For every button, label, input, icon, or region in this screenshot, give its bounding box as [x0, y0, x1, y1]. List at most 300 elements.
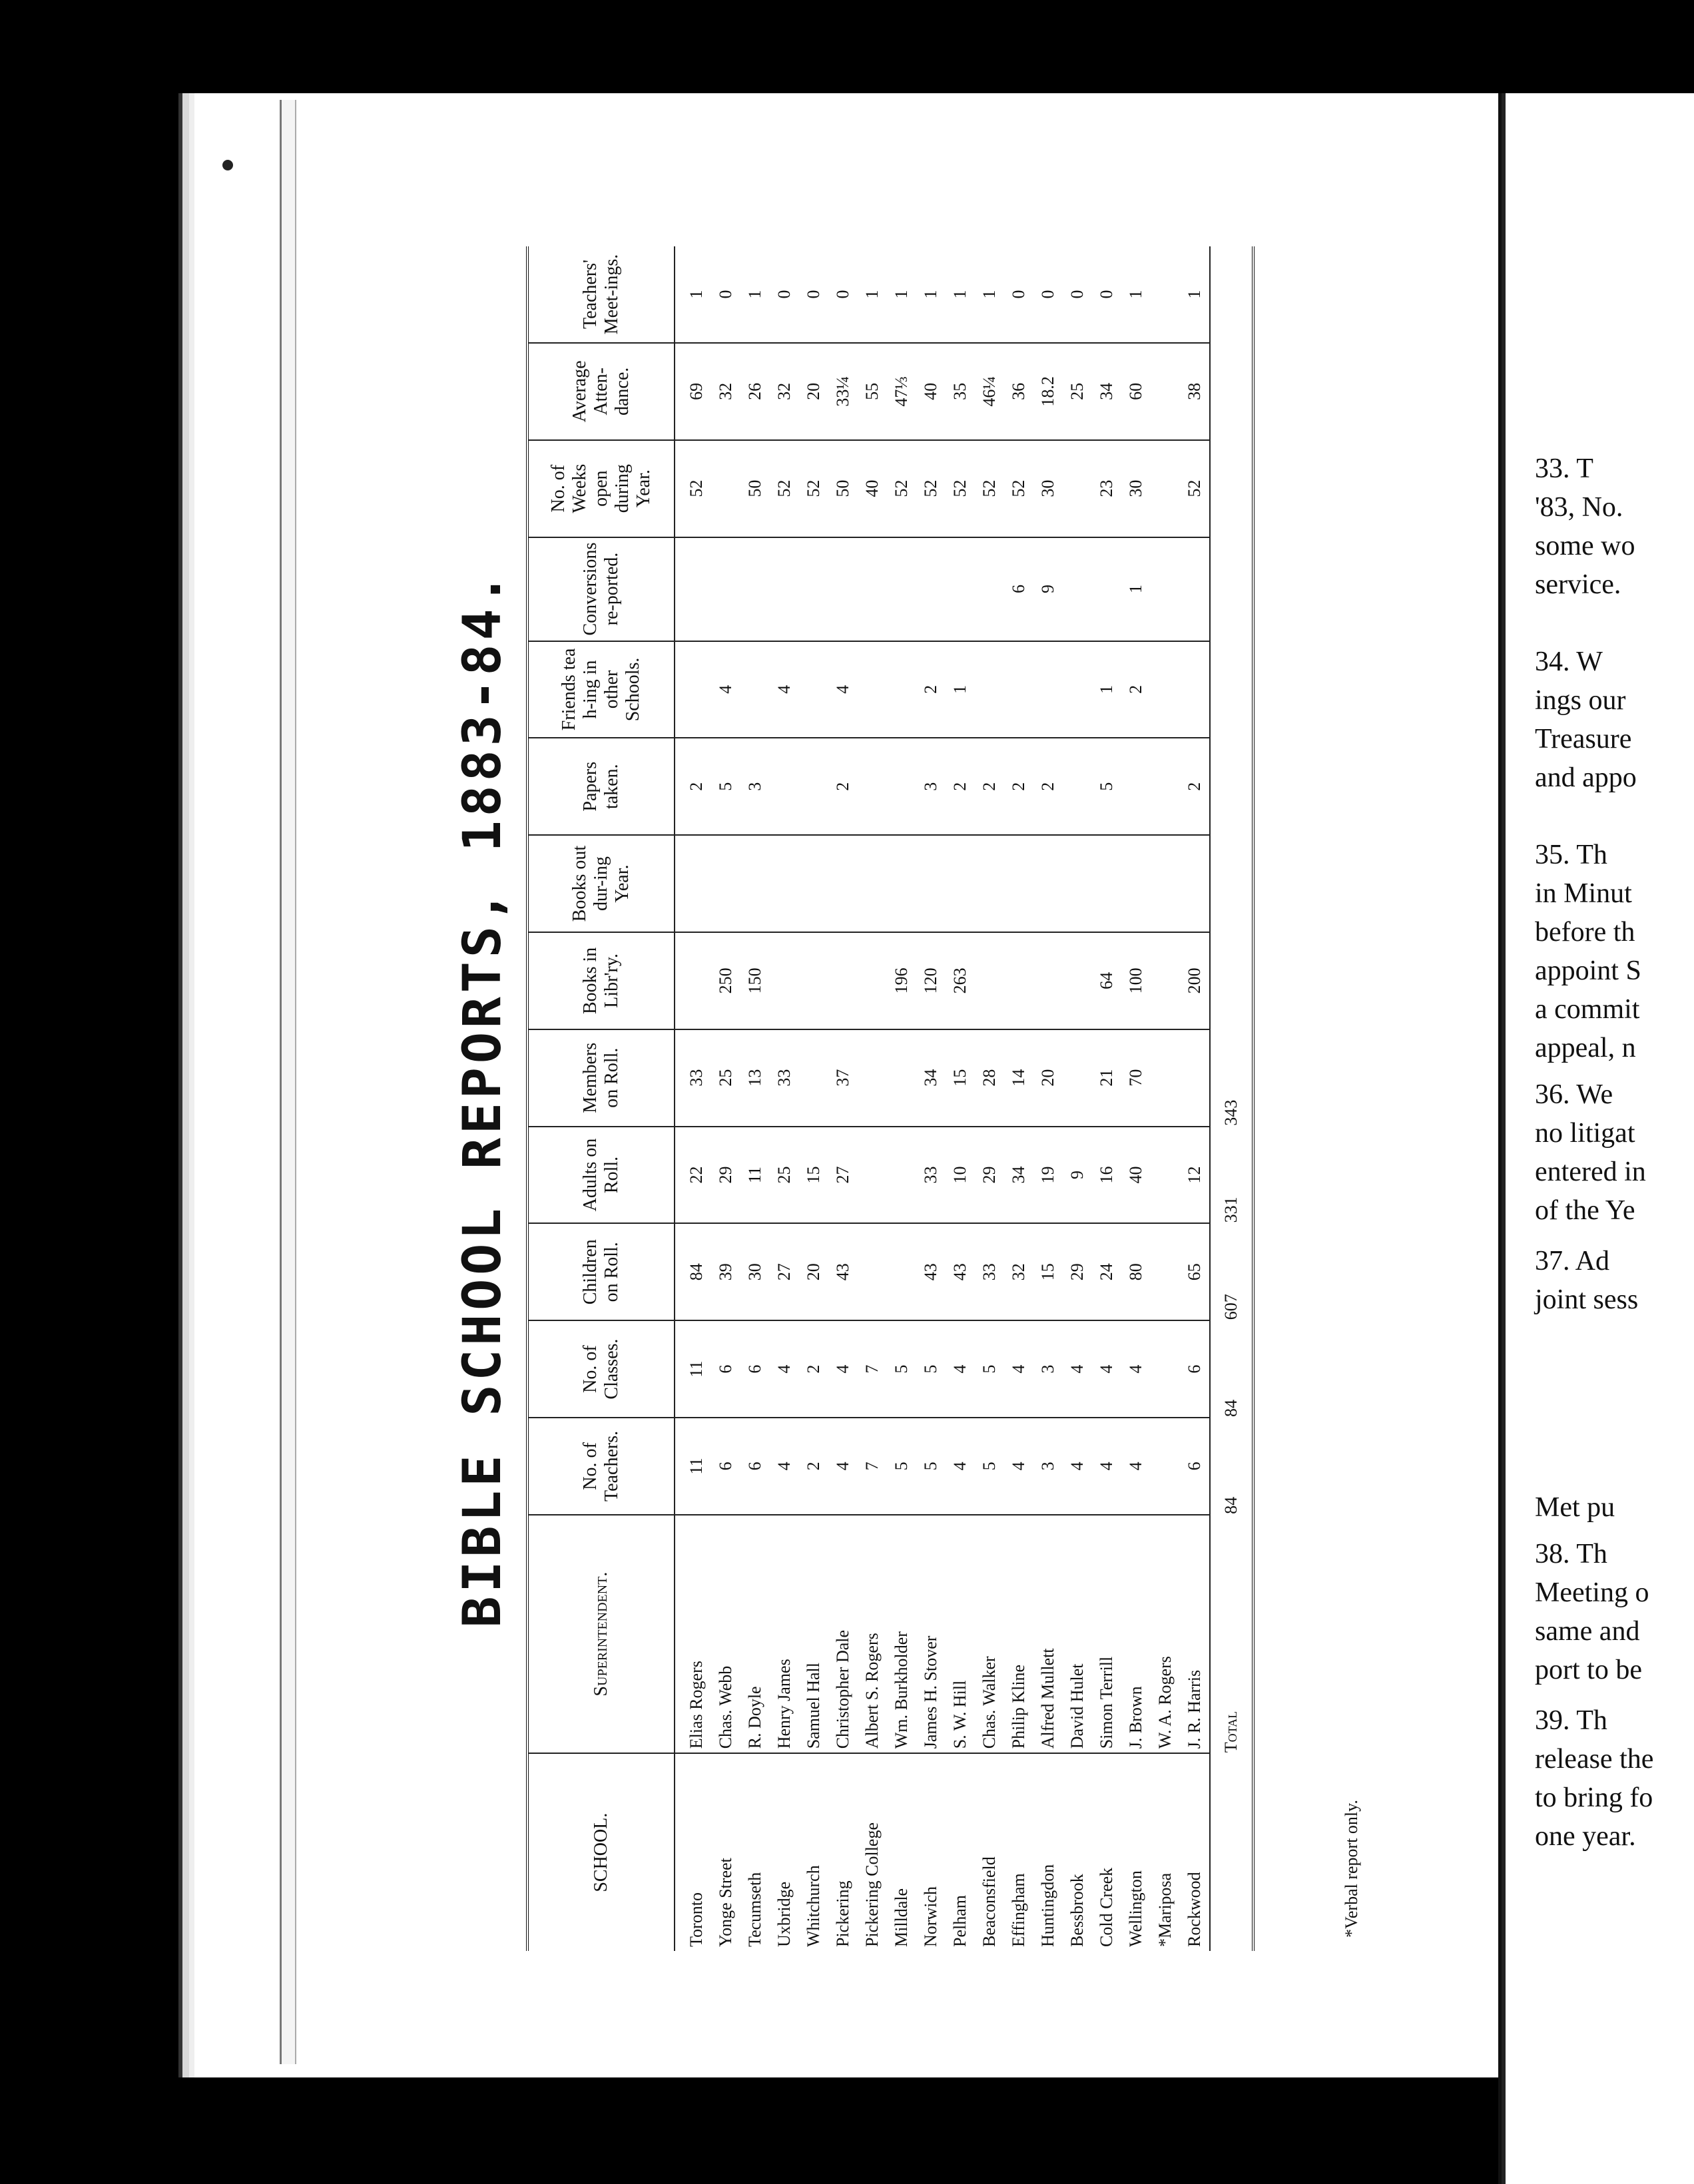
total-members: 343	[1210, 1029, 1253, 1127]
cell-conversions	[799, 537, 828, 641]
cell-weeks: 52	[1004, 440, 1033, 537]
school-name: Norwich	[921, 1886, 940, 1947]
cell-members: 21	[1092, 1029, 1121, 1127]
table-row	[946, 246, 975, 1951]
cell-classes	[1151, 1320, 1180, 1418]
cell-teachers: 5	[887, 1418, 916, 1515]
right-page-line: service.	[1535, 569, 1621, 600]
cell-weeks: 52	[1180, 440, 1210, 537]
cell-classes: 6	[1180, 1320, 1210, 1418]
table-row	[975, 246, 1004, 1951]
table-row	[1121, 246, 1151, 1951]
report-table-frame	[426, 220, 1385, 1978]
cell-books-out	[1180, 835, 1210, 932]
cell-classes: 4	[770, 1320, 799, 1418]
cell-books-out	[916, 835, 946, 932]
cell-classes: 3	[1033, 1320, 1063, 1418]
superintendent-name: James H. Stover	[916, 1515, 946, 1753]
cell-conversions: 1	[1121, 537, 1151, 641]
school-name: Cold Creek	[1097, 1867, 1116, 1947]
cell-books	[799, 932, 828, 1029]
table-row	[770, 246, 799, 1951]
cell-weeks: 30	[1033, 440, 1063, 537]
school-name: Rockwood	[1185, 1872, 1204, 1947]
cell-papers: 2	[1004, 738, 1033, 835]
col-header-school: SCHOOL.	[527, 1753, 675, 1951]
cell-papers	[858, 738, 887, 835]
superintendent-name: Wm. Burkholder	[887, 1515, 916, 1753]
superintendent-name: S. W. Hill	[946, 1515, 975, 1753]
col-header-papers: Papers taken.	[527, 738, 675, 835]
school-name: *Mariposa	[1155, 1872, 1175, 1947]
cell-papers: 2	[1033, 738, 1063, 835]
cell-weeks: 52	[887, 440, 916, 537]
right-page-line: in Minut	[1535, 878, 1632, 909]
cell-adults: 27	[828, 1127, 858, 1224]
superintendent-name: J. R. Harris	[1180, 1515, 1210, 1753]
col-header-friends: Friends tea h-ing in other Schools.	[527, 641, 675, 738]
cell-books-out	[675, 835, 711, 932]
cell-books	[770, 932, 799, 1029]
cell-books-out	[711, 835, 740, 932]
table-row	[1004, 246, 1033, 1951]
col-header-conversions: Conversions re-ported.	[527, 537, 675, 641]
cell-members: 70	[1121, 1029, 1151, 1127]
cell-weeks: 52	[975, 440, 1004, 537]
cell-books-out	[740, 835, 770, 932]
total-adults: 331	[1210, 1127, 1253, 1224]
cell-teachers: 4	[946, 1418, 975, 1515]
cell-members: 25	[711, 1029, 740, 1127]
cell-teachers: 6	[1180, 1418, 1210, 1515]
right-page-line: appeal, n	[1535, 1033, 1636, 1063]
cell-friends: 2	[916, 641, 946, 738]
cell-adults: 40	[1121, 1127, 1151, 1224]
cell-classes: 6	[740, 1320, 770, 1418]
cell-meetings: 1	[946, 246, 975, 343]
total-children: 607	[1210, 1223, 1253, 1320]
cell-conversions	[828, 537, 858, 641]
total-empty	[1210, 835, 1253, 932]
superintendent-name: Henry James	[770, 1515, 799, 1753]
cell-attendance: 36	[1004, 343, 1033, 440]
right-page-line: to bring fo	[1535, 1782, 1653, 1813]
right-page-line: appoint S	[1535, 956, 1641, 986]
right-page-line: 36. We	[1535, 1079, 1613, 1110]
cell-papers: 5	[1092, 738, 1121, 835]
cell-meetings: 1	[1121, 246, 1151, 343]
cell-children: 15	[1033, 1223, 1063, 1320]
cell-children	[858, 1223, 887, 1320]
cell-papers: 3	[916, 738, 946, 835]
superintendent-name: Albert S. Rogers	[858, 1515, 887, 1753]
report-title: BIBLE SCHOOL REPORTS, 1883-84.	[453, 569, 513, 1628]
cell-books-out	[1121, 835, 1151, 932]
cell-attendance: 35	[946, 343, 975, 440]
cell-books-out	[887, 835, 916, 932]
cell-children: 39	[711, 1223, 740, 1320]
cell-attendance: 60	[1121, 343, 1151, 440]
cell-papers: 3	[740, 738, 770, 835]
cell-conversions	[1180, 537, 1210, 641]
superintendent-name: R. Doyle	[740, 1515, 770, 1753]
cell-members: 37	[828, 1029, 858, 1127]
right-page-line: before th	[1535, 917, 1635, 948]
cell-friends	[675, 641, 711, 738]
right-page-line: entered in	[1535, 1157, 1646, 1187]
table-row	[799, 246, 828, 1951]
cell-meetings: 1	[916, 246, 946, 343]
cell-teachers	[1151, 1418, 1180, 1515]
cell-members: 33	[675, 1029, 711, 1127]
cell-children: 29	[1063, 1223, 1092, 1320]
cell-teachers: 4	[1063, 1418, 1092, 1515]
cell-children: 84	[675, 1223, 711, 1320]
cell-weeks	[711, 440, 740, 537]
cell-classes: 4	[1063, 1320, 1092, 1418]
right-page-line: port to be	[1535, 1655, 1642, 1685]
cell-attendance: 69	[675, 343, 711, 440]
cell-classes: 7	[858, 1320, 887, 1418]
total-empty	[1210, 537, 1253, 641]
total-classes: 84	[1210, 1320, 1253, 1418]
cell-books-out	[1151, 835, 1180, 932]
cell-children: 30	[740, 1223, 770, 1320]
cell-books	[675, 932, 711, 1029]
cell-classes: 5	[916, 1320, 946, 1418]
cell-conversions	[675, 537, 711, 641]
cell-friends	[858, 641, 887, 738]
cell-papers: 2	[828, 738, 858, 835]
cell-classes: 4	[1121, 1320, 1151, 1418]
cell-adults	[887, 1127, 916, 1224]
school-name: Beaconsfield	[980, 1856, 999, 1947]
cell-adults: 11	[740, 1127, 770, 1224]
binding-hole-mark	[222, 160, 233, 170]
cell-teachers: 5	[916, 1418, 946, 1515]
cell-weeks: 52	[770, 440, 799, 537]
right-page-line: joint sess	[1535, 1284, 1639, 1315]
cell-friends	[1004, 641, 1033, 738]
superintendent-name: Samuel Hall	[799, 1515, 828, 1753]
cell-members: 28	[975, 1029, 1004, 1127]
school-name: Bessbrook	[1067, 1874, 1087, 1947]
cell-teachers: 11	[675, 1418, 711, 1515]
right-page-line: one year.	[1535, 1821, 1636, 1852]
cell-conversions: 9	[1033, 537, 1063, 641]
superintendent-name: J. Brown	[1121, 1515, 1151, 1753]
cell-children	[887, 1223, 916, 1320]
col-header-books-out: Books out dur-ing Year.	[527, 835, 675, 932]
cell-books: 120	[916, 932, 946, 1029]
cell-children: 43	[946, 1223, 975, 1320]
cell-weeks: 52	[675, 440, 711, 537]
cell-teachers: 6	[740, 1418, 770, 1515]
cell-weeks	[1063, 440, 1092, 537]
right-page-line: 39. Th	[1535, 1705, 1607, 1736]
table-row	[711, 246, 740, 1951]
school-name: Pelham	[950, 1895, 970, 1947]
cell-meetings: 1	[975, 246, 1004, 343]
right-page-line: Meeting o	[1535, 1577, 1649, 1608]
superintendent-name: Alfred Mullett	[1033, 1515, 1063, 1753]
table-row	[740, 246, 770, 1951]
cell-conversions	[711, 537, 740, 641]
cell-attendance: 32	[711, 343, 740, 440]
col-header-adults: Adults on Roll.	[527, 1127, 675, 1224]
right-page-line: ings our	[1535, 685, 1626, 716]
superintendent-name: Chas. Walker	[975, 1515, 1004, 1753]
right-page-line: some wo	[1535, 531, 1635, 561]
table-row	[1092, 246, 1121, 1951]
cell-children: 20	[799, 1223, 828, 1320]
cell-conversions	[887, 537, 916, 641]
cell-meetings: 1	[740, 246, 770, 343]
cell-adults: 29	[711, 1127, 740, 1224]
col-header-books: Books in Libr'ry.	[527, 932, 675, 1029]
right-page-line: release the	[1535, 1744, 1654, 1774]
right-page-line: 35. Th	[1535, 840, 1607, 870]
cell-teachers: 4	[1004, 1418, 1033, 1515]
table-row	[1033, 246, 1063, 1951]
cell-conversions	[740, 537, 770, 641]
cell-conversions	[858, 537, 887, 641]
cell-books-out	[1033, 835, 1063, 932]
cell-books	[858, 932, 887, 1029]
cell-books-out	[1063, 835, 1092, 932]
cell-books: 250	[711, 932, 740, 1029]
cell-books: 263	[946, 932, 975, 1029]
cell-papers	[1151, 738, 1180, 835]
cell-weeks: 52	[799, 440, 828, 537]
right-page-line: of the Ye	[1535, 1195, 1635, 1226]
cell-adults: 34	[1004, 1127, 1033, 1224]
cell-books	[1004, 932, 1033, 1029]
cell-weeks: 52	[916, 440, 946, 537]
school-name: Huntingdon	[1038, 1864, 1057, 1947]
cell-teachers: 3	[1033, 1418, 1063, 1515]
cell-members: 20	[1033, 1029, 1063, 1127]
table-row	[1063, 246, 1092, 1951]
cell-classes: 4	[1004, 1320, 1033, 1418]
table-row	[1180, 246, 1210, 1951]
cell-meetings: 0	[770, 246, 799, 343]
cell-conversions	[1092, 537, 1121, 641]
cell-friends	[1063, 641, 1092, 738]
footnote: *Verbal report only.	[1342, 1800, 1361, 1938]
cell-members: 15	[946, 1029, 975, 1127]
cell-adults: 10	[946, 1127, 975, 1224]
superintendent-name: David Hulet	[1063, 1515, 1092, 1753]
total-empty	[1210, 343, 1253, 440]
right-page-line: 34. W	[1535, 647, 1603, 677]
cell-adults: 9	[1063, 1127, 1092, 1224]
cell-attendance: 47⅓	[887, 343, 916, 440]
cell-friends: 4	[828, 641, 858, 738]
cell-classes: 4	[828, 1320, 858, 1418]
cell-weeks: 30	[1121, 440, 1151, 537]
cell-meetings: 0	[828, 246, 858, 343]
cell-books: 150	[740, 932, 770, 1029]
cell-conversions: 6	[1004, 537, 1033, 641]
total-row	[1210, 246, 1253, 1951]
cell-weeks: 52	[946, 440, 975, 537]
cell-children: 24	[1092, 1223, 1121, 1320]
cell-adults: 22	[675, 1127, 711, 1224]
cell-books-out	[799, 835, 828, 932]
total-empty	[1210, 738, 1253, 835]
cell-conversions	[916, 537, 946, 641]
cell-members	[858, 1029, 887, 1127]
cell-teachers: 4	[1121, 1418, 1151, 1515]
cell-friends: 1	[946, 641, 975, 738]
right-page-line: 38. Th	[1535, 1539, 1607, 1569]
cell-members: 34	[916, 1029, 946, 1127]
total-teachers: 84	[1210, 1418, 1253, 1515]
cell-meetings	[1151, 246, 1180, 343]
school-name: Toronto	[687, 1892, 706, 1947]
cell-attendance: 20	[799, 343, 828, 440]
cell-meetings: 1	[675, 246, 711, 343]
cell-attendance: 34	[1092, 343, 1121, 440]
school-name: Yonge Street	[716, 1858, 735, 1947]
cell-friends	[799, 641, 828, 738]
cell-papers	[1063, 738, 1092, 835]
right-page-line: and appo	[1535, 762, 1637, 793]
cell-teachers: 7	[858, 1418, 887, 1515]
cell-adults: 12	[1180, 1127, 1210, 1224]
cell-books: 196	[887, 932, 916, 1029]
total-empty	[1210, 246, 1253, 343]
cell-books	[1033, 932, 1063, 1029]
col-header-weeks: No. of Weeks open during Year.	[527, 440, 675, 537]
cell-teachers: 5	[975, 1418, 1004, 1515]
right-page-line: same and	[1535, 1616, 1640, 1647]
superintendent-name: W. A. Rogers	[1151, 1515, 1180, 1753]
cell-conversions	[946, 537, 975, 641]
cell-classes: 11	[675, 1320, 711, 1418]
right-page-line: a commit	[1535, 994, 1640, 1025]
cell-classes: 2	[799, 1320, 828, 1418]
cell-members	[1151, 1029, 1180, 1127]
cell-friends: 2	[1121, 641, 1151, 738]
cell-books-out	[858, 835, 887, 932]
superintendent-name: Simon Terrill	[1092, 1515, 1121, 1753]
school-name: Pickering College	[862, 1822, 882, 1947]
cell-weeks: 23	[1092, 440, 1121, 537]
cell-attendance	[1151, 343, 1180, 440]
cell-adults: 15	[799, 1127, 828, 1224]
cell-papers	[799, 738, 828, 835]
bible-school-report-table	[526, 246, 1255, 1951]
cell-adults	[858, 1127, 887, 1224]
cell-papers: 5	[711, 738, 740, 835]
right-page-line: Treasure	[1535, 724, 1632, 754]
cell-classes: 4	[1092, 1320, 1121, 1418]
cell-adults: 16	[1092, 1127, 1121, 1224]
cell-books	[1063, 932, 1092, 1029]
cell-weeks: 40	[858, 440, 887, 537]
cell-papers	[1121, 738, 1151, 835]
cell-members	[799, 1029, 828, 1127]
right-page-line: 33. T	[1535, 453, 1593, 484]
superintendent-name: Philip Kline	[1004, 1515, 1033, 1753]
cell-meetings: 1	[887, 246, 916, 343]
cell-weeks: 50	[740, 440, 770, 537]
cell-meetings: 0	[799, 246, 828, 343]
cell-books-out	[946, 835, 975, 932]
total-label: Total	[1210, 1515, 1253, 1753]
cell-books: 200	[1180, 932, 1210, 1029]
cell-meetings: 0	[1092, 246, 1121, 343]
cell-books	[828, 932, 858, 1029]
right-page	[1498, 93, 1694, 2184]
table-row	[916, 246, 946, 1951]
cell-adults: 33	[916, 1127, 946, 1224]
cell-friends: 1	[1092, 641, 1121, 738]
col-header-children: Children on Roll.	[527, 1223, 675, 1320]
cell-attendance: 32	[770, 343, 799, 440]
cell-conversions	[1063, 537, 1092, 641]
cell-members	[1063, 1029, 1092, 1127]
cell-books	[1151, 932, 1180, 1029]
cell-meetings: 1	[1180, 246, 1210, 343]
gutter-line	[1502, 93, 1506, 2184]
cell-classes: 5	[975, 1320, 1004, 1418]
cell-friends	[887, 641, 916, 738]
cell-adults	[1151, 1127, 1180, 1224]
cell-children: 65	[1180, 1223, 1210, 1320]
table-row	[858, 246, 887, 1951]
right-page-line: 37. Ad	[1535, 1246, 1610, 1276]
cell-classes: 4	[946, 1320, 975, 1418]
total-spacer	[1210, 1753, 1253, 1951]
cell-adults: 25	[770, 1127, 799, 1224]
cell-teachers: 4	[1092, 1418, 1121, 1515]
cell-children: 32	[1004, 1223, 1033, 1320]
cell-members: 33	[770, 1029, 799, 1127]
cell-friends	[1033, 641, 1063, 738]
cell-books-out	[770, 835, 799, 932]
cell-friends: 4	[711, 641, 740, 738]
school-name: Effingham	[1009, 1873, 1028, 1947]
cell-adults: 29	[975, 1127, 1004, 1224]
cell-friends	[1151, 641, 1180, 738]
cell-papers	[770, 738, 799, 835]
cell-papers: 2	[975, 738, 1004, 835]
cell-papers: 2	[946, 738, 975, 835]
col-header-meetings: Teachers' Meet-ings.	[527, 246, 675, 343]
col-header-classes: No. of Classes.	[527, 1320, 675, 1418]
cell-attendance: 25	[1063, 343, 1092, 440]
cell-weeks: 50	[828, 440, 858, 537]
table-row	[887, 246, 916, 1951]
cell-children: 27	[770, 1223, 799, 1320]
cell-meetings: 0	[1004, 246, 1033, 343]
cell-members: 13	[740, 1029, 770, 1127]
cell-meetings: 0	[1063, 246, 1092, 343]
cell-books-out	[828, 835, 858, 932]
right-page-line: '83, No.	[1535, 492, 1623, 523]
cell-children	[1151, 1223, 1180, 1320]
cell-attendance: 18.2	[1033, 343, 1063, 440]
cell-children: 43	[828, 1223, 858, 1320]
cell-attendance: 55	[858, 343, 887, 440]
superintendent-name: Christopher Dale	[828, 1515, 858, 1753]
page-edge-strip	[280, 100, 296, 2064]
cell-teachers: 4	[770, 1418, 799, 1515]
cell-friends	[740, 641, 770, 738]
